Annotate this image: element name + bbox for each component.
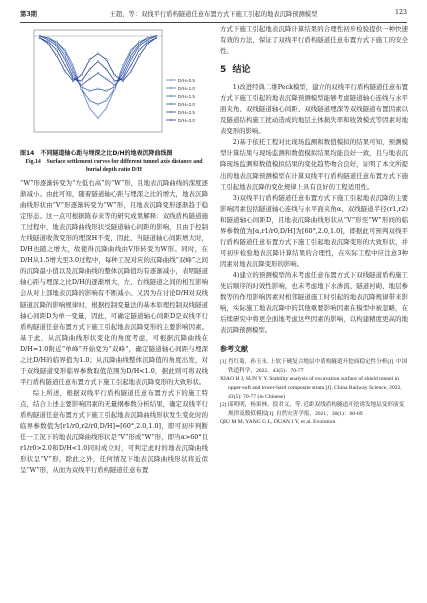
- legend-marker: [170, 103, 172, 105]
- data-point: [105, 107, 107, 109]
- data-point: [97, 61, 99, 63]
- data-point: [64, 59, 66, 61]
- data-point: [114, 86, 116, 88]
- body-paragraph: 方式下施工引起地表沉降计算结果的合理性初步检验提供一种快速有效的方法，保证了双线平行盾构隧道任意布置方式下施工的安全性。: [220, 25, 408, 56]
- data-point: [89, 90, 91, 92]
- data-point: [114, 88, 116, 90]
- data-point: [97, 53, 99, 55]
- data-point: [139, 45, 141, 47]
- data-point: [81, 84, 83, 86]
- data-point: [72, 72, 74, 74]
- legend-marker: [170, 79, 172, 81]
- data-point: [72, 78, 74, 80]
- data-point: [130, 70, 132, 72]
- data-point: [147, 37, 149, 39]
- data-point: [130, 51, 132, 53]
- data-point: [105, 59, 107, 61]
- data-point: [114, 80, 116, 82]
- data-point: [97, 104, 99, 106]
- data-point: [72, 64, 74, 66]
- data-point: [114, 74, 116, 76]
- page-header: [20, 6, 407, 23]
- data-point: [139, 55, 141, 57]
- data-point: [147, 43, 149, 45]
- data-point: [39, 37, 41, 39]
- data-point: [47, 41, 49, 43]
- legend-label: D/H=2.0: [178, 101, 195, 107]
- data-point: [64, 55, 66, 57]
- data-point: [147, 39, 149, 41]
- reference-item: [1] 肖红菊，孙玉永. 上软下硬复合地层中盾构隧道开挖面稳定性分析[J]. 中国铁道科学，2022，43(5)：70-77: [220, 359, 408, 374]
- data-point: [81, 74, 83, 76]
- data-point: [122, 78, 124, 80]
- conclusion-item: 3)双线平行盾构隧道任意布置方式下施工引起地表沉降的主要影响因素包括隧道轴心连线与水平面夹角α、双线隧道半径(r1,r2)和隧道轴心间距D，且地表沉降曲线形状从“V”形至“W”形间的临界参数值为[α,r1/r0,D/H]为[60°,2.0,1.0]，即据此可预判双线平行盾构隧道任意布置方式下施工引起地表沉降变形的大致形状，并可初步检验地表沉降计算结果的合理性，在实际工程中应注意3种因素对地表沉降变形的影响。: [220, 193, 408, 268]
- data-point: [130, 55, 132, 57]
- data-point: [105, 68, 107, 70]
- data-point: [130, 64, 132, 66]
- conclusion-item: 1)改进经典二维Peck模型，建立的双线平行盾构隧道任意布置方式下施工引起的地表沉降预测模型能够考虑隧道轴心连线与水平面夹角、双线隧道轴心间距、双线隧道埋深等双线隧道布置因素以及隧道结构施工扰动造成的地层土体损失率和收敛模式等因素对地表变形的影响。: [220, 83, 408, 136]
- data-point: [139, 49, 141, 51]
- legend-label: D/H=0.5: [178, 77, 195, 83]
- data-point: [81, 86, 83, 88]
- data-point: [105, 78, 107, 80]
- data-point: [64, 51, 66, 53]
- legend-label: D/H=3.0: [178, 117, 195, 123]
- legend-label: D/H=2.5: [178, 109, 195, 115]
- legend-marker: [170, 87, 172, 89]
- data-point: [89, 107, 91, 109]
- data-point: [155, 37, 157, 39]
- data-point: [122, 68, 124, 70]
- data-point: [72, 68, 74, 70]
- data-point: [147, 41, 149, 43]
- plot-frame: [34, 30, 162, 132]
- reference-item: XIAO H J, SUN Y Y. Stability analysis of excavation surface of shield tunnel in upper-soft and lower-hard composite strata [J]. China Railway Science, 2022, 43(5): 70-77 (in Chinese): [220, 376, 402, 400]
- left-column: [20, 24, 208, 476]
- data-point: [64, 70, 66, 72]
- section-title: 结论: [232, 65, 251, 76]
- legend-label: D/H=1.5: [178, 93, 195, 99]
- body-paragraph: 综上所述，根据双线平行盾构隧道任意布置方式下的施工特点，结合上述主要影响因素的无量纲参数分析结果，确定双线平行盾构隧道任意布置方式下施工引起地表沉降曲线形状发生变化时的临界参数值为[r1/r0,r2/r0,D/H]=[60°,2.0,1.0]，即可初步判断任一工况下的地表沉降曲线形状是“V”形或“W”形，即当α>60°且r1/r0>2.0和D/H<1.0同时成立时，可判定此时的地表沉降曲线形状呈“V”形，除此之外，任何情况下地表沉降曲线形状将近似呈“W”形，从而为双线平行盾构隧道任意布置: [20, 388, 208, 475]
- series-line: [40, 36, 156, 118]
- conclusion-item: 4)建立的预测模型尚未考虑任意布置方式下双线隧道盾构施工先后顺序的时效性影响，也未考虑地下水渗流、隧道衬砌、地层参数等的作用影响因素对相邻隧道施工时引起的地表沉降规律带来影响，实际施工地表沉降中的其他重要影响因素在模型中被忽略，在后续研究中将更全面地考虑这些因素的影响，以构建精度更高的地表沉降预测模型。: [220, 270, 408, 335]
- data-point: [64, 64, 66, 66]
- data-point: [122, 80, 124, 82]
- data-point: [139, 43, 141, 45]
- reference-item: [2] 邱明明，杨果林，段君义，等. 近距双线盾构隧道开挖诱发地层变形演变规律及数值模拟[J]. 自然灾害学报，2021，30(1)：60-69: [220, 402, 405, 417]
- data-point: [122, 64, 124, 66]
- data-point: [47, 39, 49, 41]
- data-point: [56, 41, 58, 43]
- data-point: [56, 49, 58, 51]
- data-point: [81, 80, 83, 82]
- data-point: [72, 80, 74, 82]
- data-point: [56, 43, 58, 45]
- data-point: [47, 37, 49, 39]
- data-point: [56, 45, 58, 47]
- data-point: [114, 84, 116, 86]
- references-heading: 参考文献: [220, 345, 248, 354]
- data-point: [89, 100, 91, 102]
- data-point: [89, 68, 91, 70]
- issue-label: 第3期: [20, 11, 37, 18]
- data-point: [97, 117, 99, 119]
- legend-label: D/H=1.0: [178, 85, 195, 91]
- data-point: [81, 88, 83, 90]
- body-paragraph: “W”形逐渐转变为“左低右高”的“W”形，且地表沉降曲线的深度逐渐减小。由此可知，随着隧道轴心距与埋深之比的增大，地表沉降曲线形状由“V”形逐渐转变为“W”形，且地表沉降变形逐渐趋于稳定形态。这一点可根据陈春来等的研究成果解释：双线盾构隧道施工过程中，地表沉降曲线形状受隧道轴心间距的影响，且由于控制左线隧道收敛变形的埋深H不变，因此，当隧道轴心间距增大时，D/H也随之增大，故使得沉降曲线由V形转变为W形。同时，在D/H从1.5增大至3.0过程中，每种工况对应的沉降曲线“双峰”之间的沉降最小值以及沉降曲线的整体沉降值均有逐渐减小，表明隧道轴心距与埋深之比D/H的逐渐增大，左、右线隧道之间的相互影响会从对上部地表沉降的影响有不断减小。又因为在讨论D/H对双线隧道沉降的影响规律时，根据控制变量法的基本原理控制双线隧道轴心间距D为单一变量，因此，可确定隧道轴心间距D是双线平行盾构隧道任意布置方式下施工引起地表沉降变形的主要影响因素。基于此，从沉降曲线形状变化的角度考虑，可根据沉降曲线在D/H=1.0附近“单峰”开始变为“双峰”，确定隧道轴心间距与埋深之比D/H的临界值为1.0；从沉降曲线整体沉降值的角度出发，对于双线隧道变形临界参数取值范围为D/H<1.0，据此则可将双线平行盾构隧道任意布置方式下施工引起地表沉降变形的大致形状。: [20, 179, 208, 386]
- running-title: 王超，等：双线平行盾构隧道任意布置方式下施工引起的地表沉降预测模型: [109, 11, 318, 18]
- page-number: 123: [394, 9, 407, 16]
- data-point: [97, 88, 99, 90]
- data-point: [89, 78, 91, 80]
- data-point: [105, 90, 107, 92]
- data-point: [47, 43, 49, 45]
- section-number: 5: [220, 65, 227, 76]
- figure-caption-zh: 图14 不同隧道轴心距与埋深之比D/H的地表沉降曲线图: [20, 150, 173, 157]
- data-point: [56, 55, 58, 57]
- data-point: [155, 35, 157, 37]
- chart-svg: [20, 24, 208, 148]
- conclusion-item: 2)基于依托工程对比现场监测和数值模拟的结果可知，预测模型计算结果与现场监测和数值模拟结果均能良好一致，且与地表沉降现场监测和数值模拟结果的变化趋势吻合良好，证明了本文所提出的地表沉降预测模型在计算双线平行盾构隧道任意布置方式下施工引起地表沉降的变化规律上具有良好的工程适用性。: [220, 138, 408, 191]
- figure-caption-en: Fig.14 Surface settlement curves for different tunnel axis distance and burial depth ratio D/H: [25, 159, 203, 173]
- legend-marker: [170, 119, 172, 121]
- reference-item: QIU M M, YANG G L, DUAN J Y, et al. Evolution: [220, 419, 336, 426]
- data-point: [130, 59, 132, 61]
- right-column: [220, 24, 408, 427]
- section-heading: [220, 65, 408, 76]
- data-point: [122, 72, 124, 74]
- legend-marker: [170, 111, 172, 113]
- data-point: [105, 100, 107, 102]
- data-point: [39, 35, 41, 37]
- data-point: [89, 59, 91, 61]
- legend-marker: [170, 95, 172, 97]
- settlement-chart: [20, 24, 208, 148]
- data-point: [139, 41, 141, 43]
- data-point: [97, 72, 99, 74]
